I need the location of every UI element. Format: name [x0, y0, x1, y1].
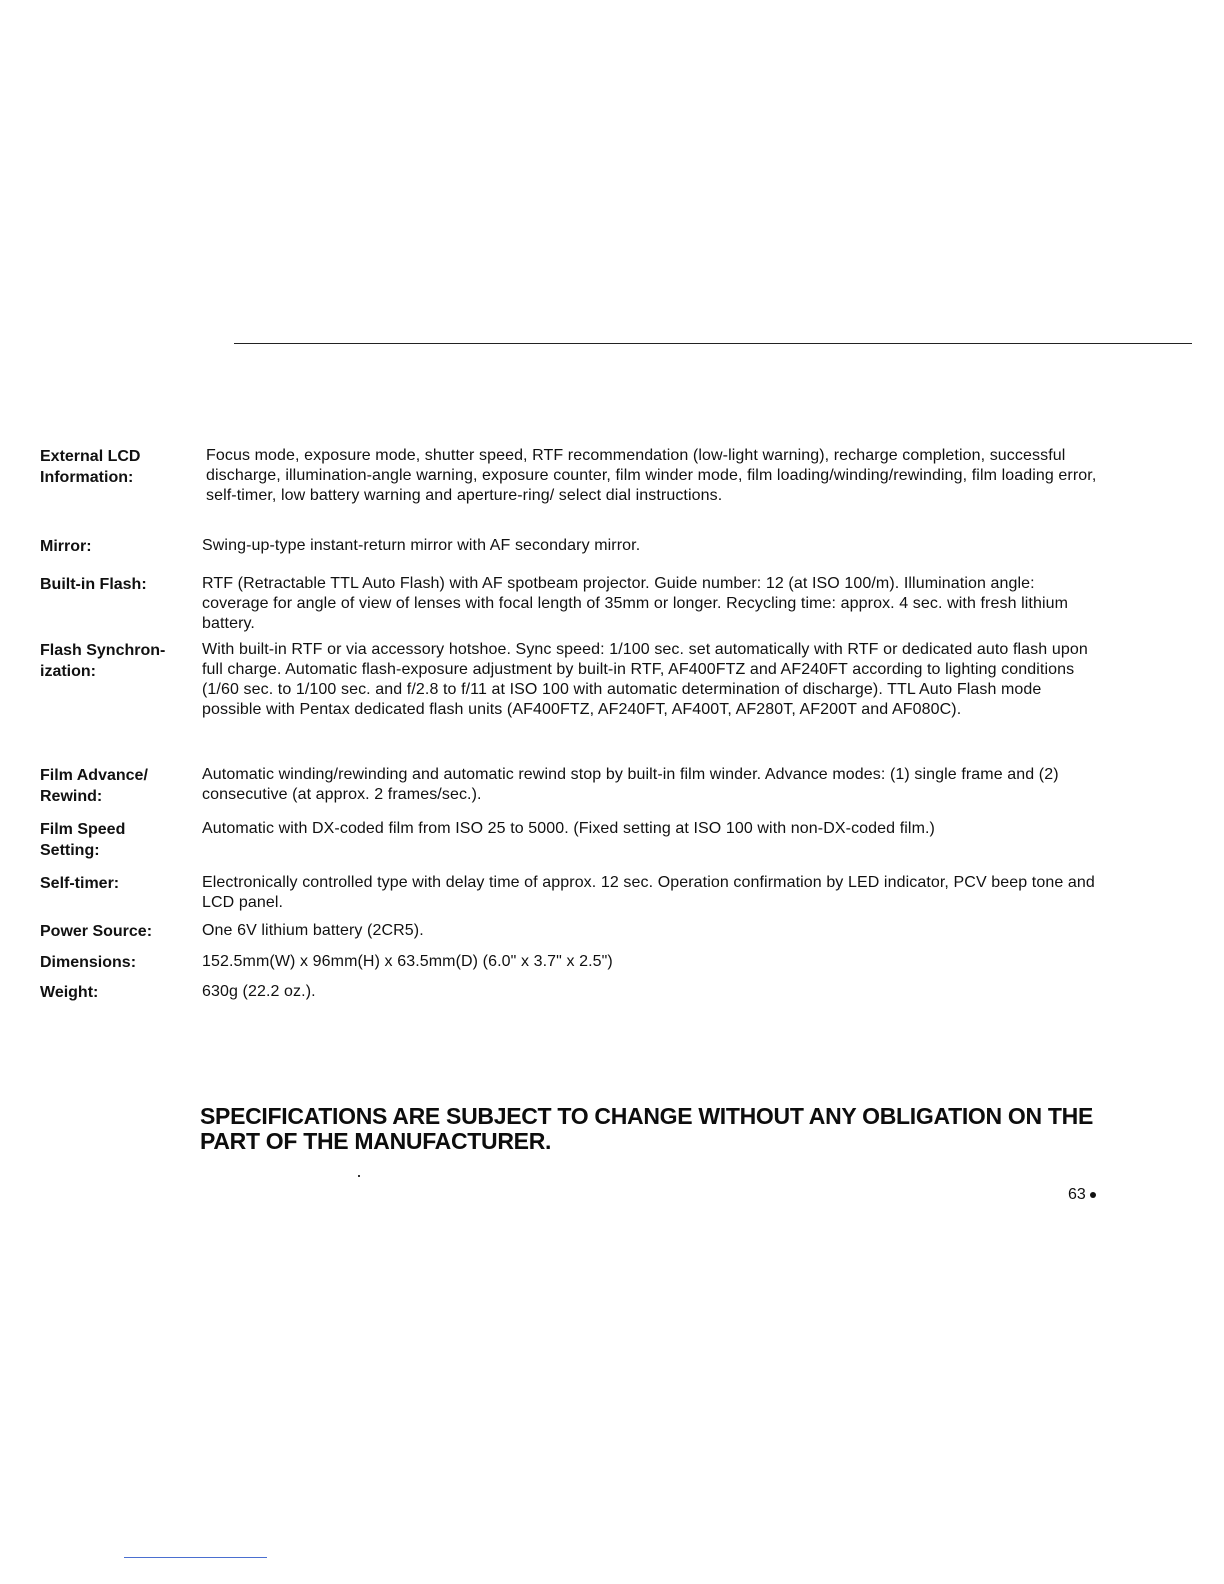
- spec-label: Built-in Flash:: [40, 576, 147, 593]
- bullet-icon: [1090, 1192, 1096, 1198]
- spec-row-external-lcd: [40, 446, 1100, 536]
- spec-row-self-timer: [40, 873, 1100, 921]
- spec-label: Self-timer:: [40, 875, 120, 892]
- spec-label: Mirror:: [40, 538, 92, 555]
- spec-value: Focus mode, exposure mode, shutter speed, RTF recommendation (low-light warning), recharge completion, successful discharge, illumination-angle warning, exposure counter, film winder mode, film loading/winding/rewinding, film loading error, self-timer, low battery warning and aperture-ring/ select dial instructions.: [206, 447, 1097, 504]
- spec-value: Automatic winding/rewinding and automatic rewind stop by built-in film winder. Advance modes: (1) single frame and (2) consecutive (at approx. 2 frames/sec.).: [202, 766, 1059, 803]
- spec-label: Film Advance/ Rewind:: [40, 767, 148, 805]
- spec-value: RTF (Retractable TTL Auto Flash) with AF spotbeam projector. Guide number: 12 (at ISO 100/m). Illumination angle: coverage for angle of view of lenses with focal length of 35mm or longer. Recycling time: approx. 4 sec. with fresh lithium battery.: [202, 575, 1069, 632]
- spec-row-film-advance-rewind: [40, 765, 1100, 819]
- spec-row-mirror: [40, 536, 1100, 574]
- spec-row-dimensions: [40, 952, 1100, 982]
- bottom-divider: [124, 1557, 267, 1558]
- spec-label: Dimensions:: [40, 954, 137, 971]
- spec-label: Weight:: [40, 984, 99, 1001]
- spec-row-weight: [40, 982, 1100, 1012]
- spec-row-built-in-flash: [40, 574, 1100, 640]
- spec-value: One 6V lithium battery (2CR5).: [202, 922, 424, 939]
- spec-label: Power Source:: [40, 923, 153, 940]
- spec-label: External LCD Information:: [40, 448, 141, 486]
- top-divider: [234, 343, 1192, 344]
- spec-row-flash-synchronization: [40, 640, 1100, 765]
- spec-value: Electronically controlled type with delay time of approx. 12 sec. Operation confirmation by LED indicator, PCV beep tone and LCD panel.: [202, 874, 1095, 911]
- spec-value: 152.5mm(W) x 96mm(H) x 63.5mm(D) (6.0" x 3.7" x 2.5"): [202, 953, 613, 970]
- specifications-table: [40, 446, 1100, 1012]
- print-speck: [358, 1175, 360, 1177]
- spec-value: Automatic with DX-coded film from ISO 25 to 5000. (Fixed setting at ISO 100 with non-DX-coded film.): [202, 820, 935, 837]
- spec-row-power-source: [40, 921, 1100, 952]
- specifications-notice: SPECIFICATIONS ARE SUBJECT TO CHANGE WITHOUT ANY OBLIGATION ON THE PART OF THE MANUFACTURER.: [200, 1103, 1093, 1154]
- spec-row-film-speed-setting: [40, 819, 1100, 873]
- spec-label: Flash Synchron- ization:: [40, 642, 166, 680]
- page-number: [1068, 1185, 1096, 1205]
- page-number-text: 63: [1068, 1186, 1086, 1203]
- spec-value: With built-in RTF or via accessory hotshoe. Sync speed: 1/100 sec. set automatically with RTF or dedicated auto flash upon full charge. Automatic flash-exposure adjustment by built-in RTF, AF400FTZ and AF240FT according to lighting conditions (1/60 sec. to 1/100 sec. and f/2.8 to f/11 at ISO 100 with automatic determination of discharge). TTL Auto Flash mode possible with Pentax dedicated flash units (AF400FTZ, AF240FT, AF400T, AF280T, AF200T and AF080C).: [202, 641, 1088, 718]
- spec-value: Swing-up-type instant-return mirror with AF secondary mirror.: [202, 537, 641, 554]
- spec-label: Film Speed Setting:: [40, 821, 126, 859]
- spec-value: 630g (22.2 oz.).: [202, 983, 316, 1000]
